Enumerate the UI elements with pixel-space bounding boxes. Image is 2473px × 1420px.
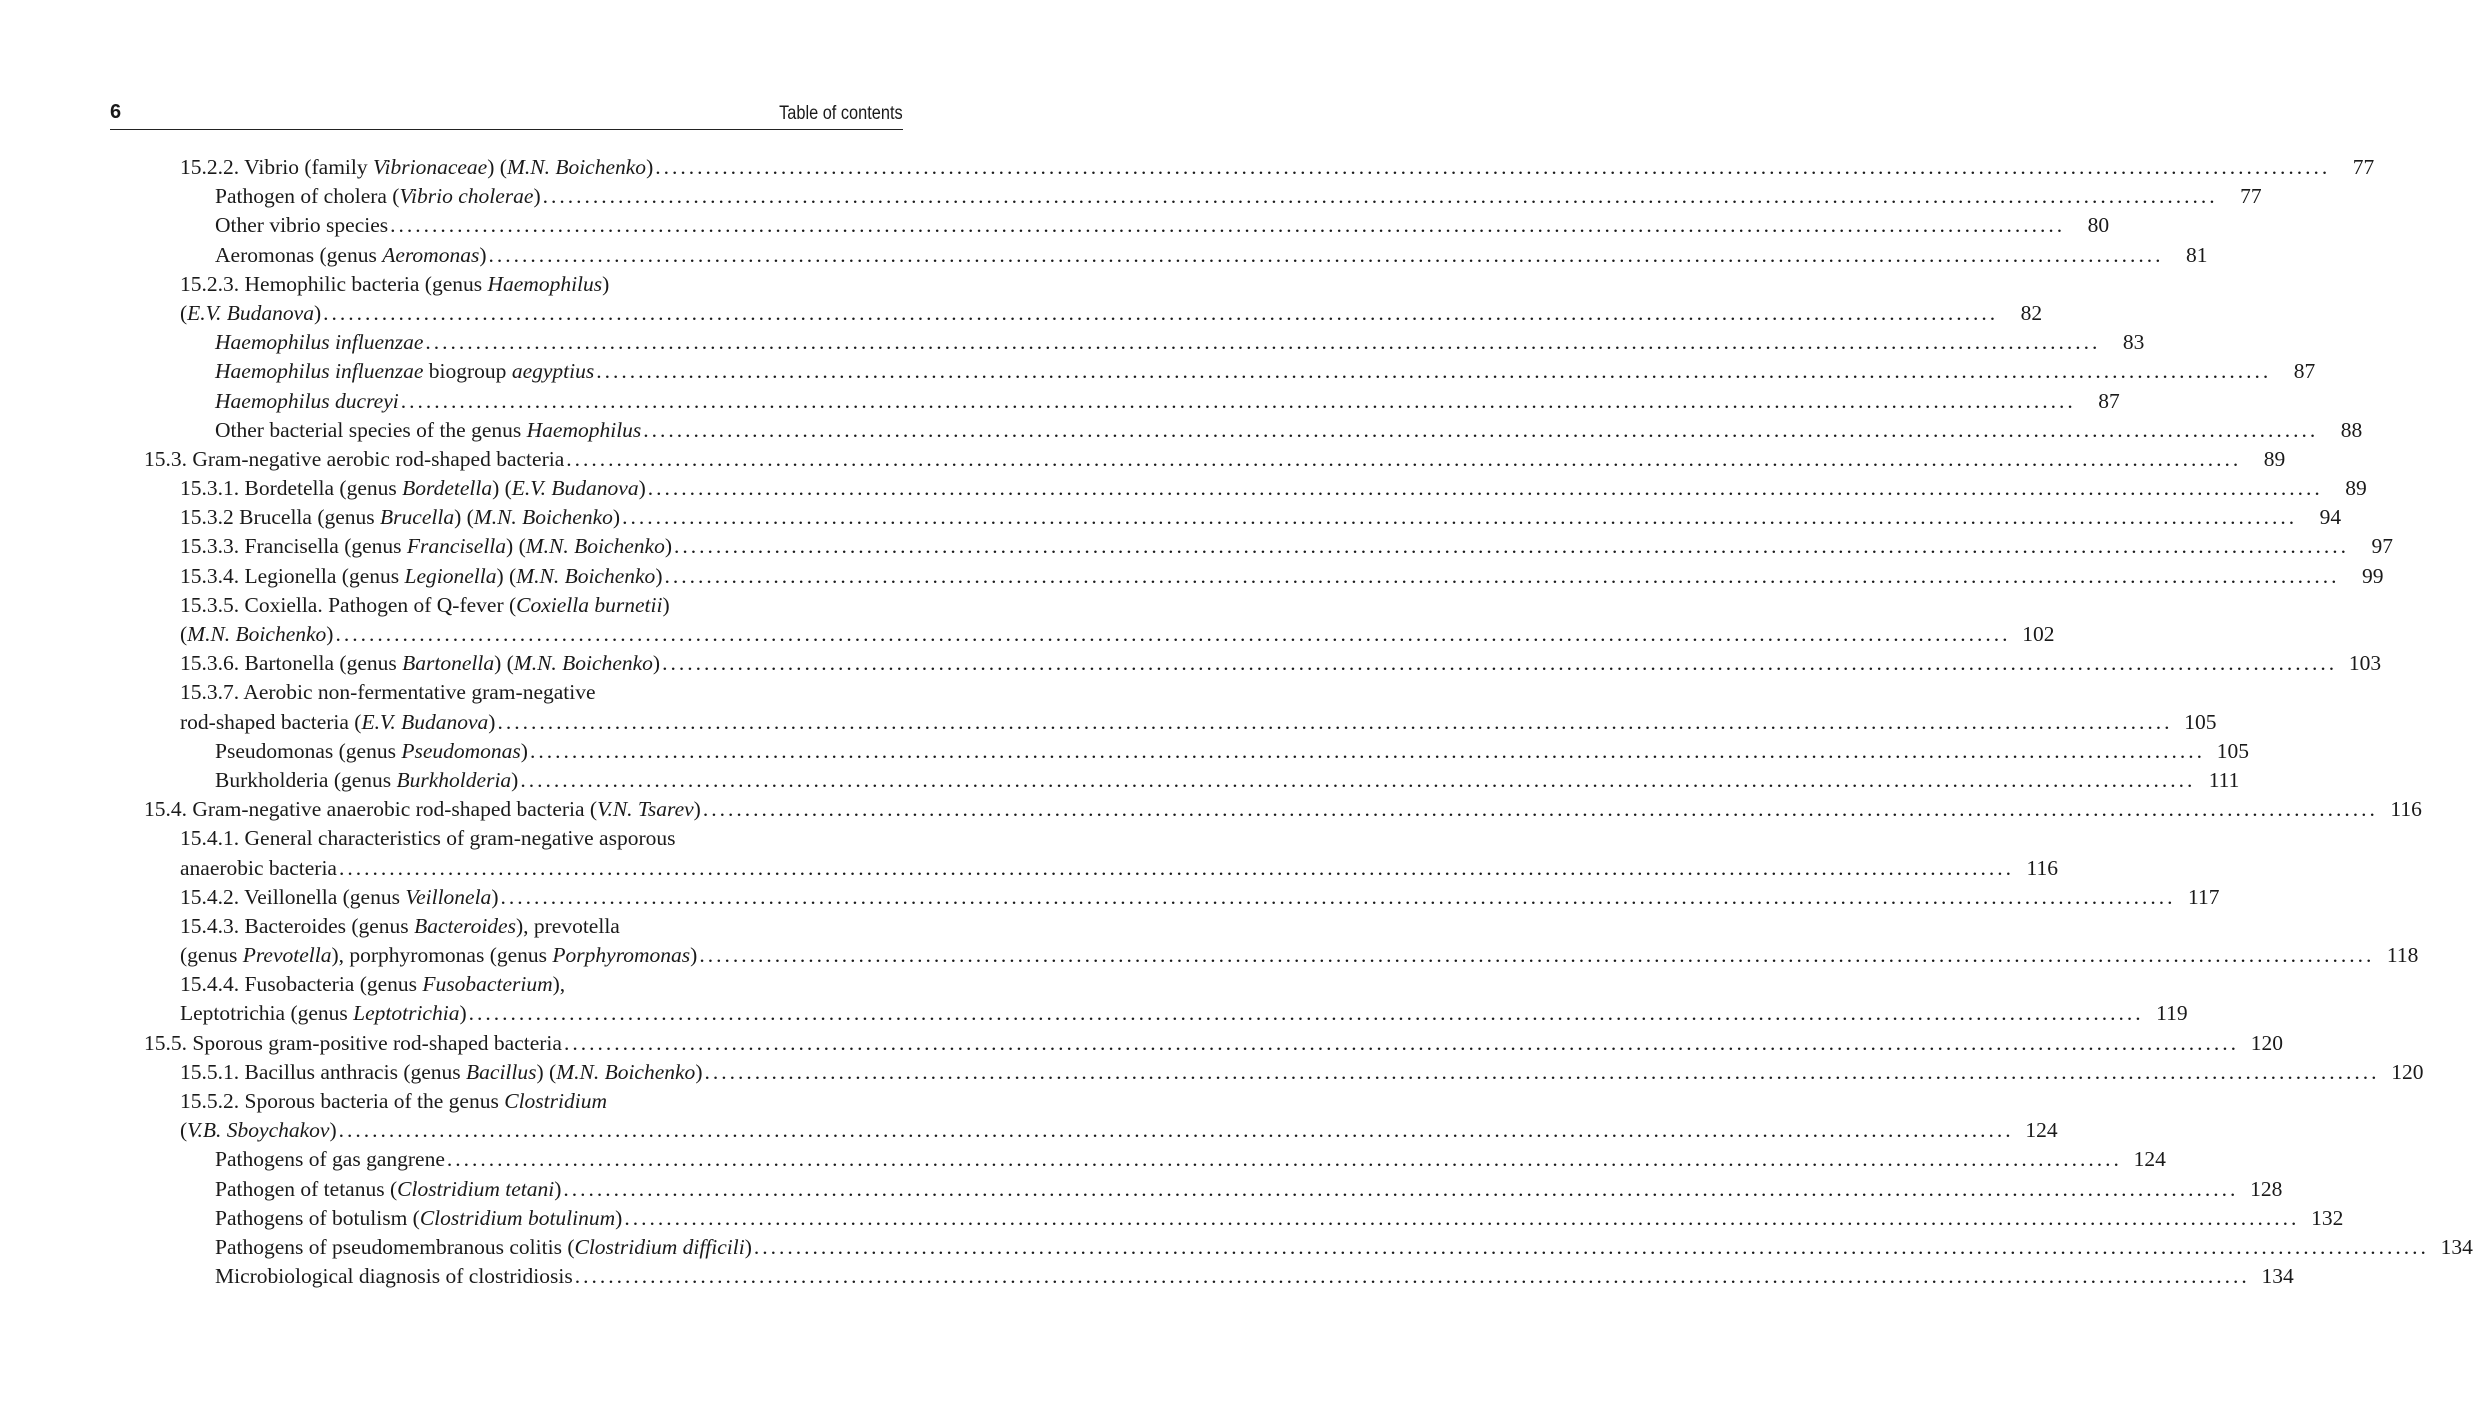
toc-title-part: ) — [664, 534, 673, 559]
toc-entry-title — [215, 416, 641, 445]
toc-entry-title — [215, 737, 528, 766]
toc-entry-title — [215, 241, 487, 270]
dot-leader: ........................................................................................................................................................................................................ — [520, 767, 2196, 792]
toc-entry-title — [215, 1145, 445, 1174]
toc-title-part: ) — [602, 271, 610, 296]
toc-title-italic-part: V.B. Sboychakov — [187, 1118, 330, 1143]
toc-title-italic-part: E.V. Budanova — [511, 476, 639, 501]
toc-title-italic-part: Francisella — [406, 534, 507, 559]
toc-title-part: 15.3.3. Francisella (genus — [180, 534, 407, 559]
dot-leader: ........................................................................................................................................................................................................ — [335, 622, 2011, 646]
toc-page-number: 119 — [2156, 1001, 2188, 1026]
toc-title-italic-part: Bartonella — [402, 651, 495, 676]
toc-title-italic-part: Brucella — [380, 505, 455, 530]
toc-title-italic-part: aegyptius — [511, 359, 595, 384]
toc-entry-title — [215, 211, 388, 240]
dot-leader: ........................................................................................................................................................................................................ — [702, 797, 2378, 822]
toc-title-part: ) — [612, 505, 621, 530]
toc-entry-title — [180, 270, 609, 299]
toc-title-italic-part: M.N. Boichenko — [516, 563, 656, 588]
toc-title-part: Microbiological diagnosis of clostridiosis — [215, 1264, 573, 1289]
toc-entry-title — [180, 591, 670, 620]
toc-title-part: 15.4.1. General characteristics of gram-negative asporous — [180, 826, 676, 851]
page-header — [110, 101, 903, 130]
toc-entry[interactable] — [0, 766, 2240, 795]
toc-entry[interactable] — [0, 532, 2394, 561]
dot-leader: ........................................................................................................................................................................................................ — [338, 855, 2014, 880]
toc-page-number: 88 — [2340, 417, 2363, 442]
toc-entry-title — [180, 1116, 337, 1145]
dot-leader: ........................................................................................................................................................................................................ — [643, 417, 2319, 442]
toc-entry-title — [180, 1058, 702, 1087]
toc-entry-title — [180, 562, 662, 591]
toc-entry[interactable] — [0, 299, 2043, 328]
toc-entry[interactable] — [0, 562, 2384, 591]
toc-entry[interactable] — [0, 328, 2145, 357]
toc-title-part: ) — [459, 1001, 467, 1026]
dot-leader: ........................................................................................................................................................................................................ — [529, 738, 2205, 763]
toc-title-part: ) ( — [536, 1059, 557, 1084]
toc-page-number: 120 — [2391, 1059, 2424, 1084]
toc-page-number: 124 — [2133, 1147, 2166, 1172]
toc-title-part: ) — [646, 155, 654, 179]
toc-title-part: 15.2.3. Hemophilic bacteria (genus — [180, 271, 488, 296]
toc-title-part: Pathogen of tetanus ( — [215, 1176, 398, 1201]
toc-entry-title — [180, 678, 596, 707]
toc-page-number: 134 — [2440, 1234, 2473, 1259]
toc-entry[interactable] — [0, 1262, 2294, 1291]
toc-title-italic-part: Aeromonas — [382, 242, 480, 267]
dot-leader: ........................................................................................................................................................................................................ — [563, 1176, 2239, 1201]
toc-title-italic-part: Clostridium — [504, 1089, 607, 1113]
toc-entry[interactable] — [0, 387, 2120, 416]
toc-page-number: 83 — [2122, 330, 2145, 355]
dot-leader: ........................................................................................................................................................................................................ — [624, 1205, 2300, 1230]
toc-page-number: 99 — [2361, 563, 2384, 588]
toc-page-number: 120 — [2250, 1030, 2283, 1055]
toc-title-italic-part: E.V. Budanova — [187, 300, 314, 325]
toc-page-number: 124 — [2025, 1118, 2058, 1143]
toc-title-part: 15.4.3. Bacteroides (genus — [180, 913, 415, 938]
toc-page-number: 118 — [2386, 943, 2419, 968]
toc-title-italic-part: Leptotrichia — [353, 1001, 460, 1026]
toc-entry[interactable] — [0, 1058, 2424, 1087]
toc-title-italic-part: M.N. Boichenko — [556, 1059, 696, 1084]
toc-entry[interactable] — [0, 795, 2422, 824]
toc-entry-title — [180, 620, 333, 649]
toc-entry-title — [180, 503, 620, 532]
toc-title-part: rod-shaped bacteria ( — [180, 709, 362, 734]
toc-title-italic-part: Vibrionaceae — [373, 155, 488, 179]
toc-title-part: Burkholderia (genus — [215, 767, 397, 792]
toc-title-part: ) ( — [496, 563, 517, 588]
toc-title-italic-part: Pseudomonas — [401, 738, 521, 763]
toc-entry[interactable] — [0, 970, 1000, 999]
toc-entry[interactable] — [0, 824, 1000, 853]
toc-title-part: ), porphyromonas (genus — [331, 943, 553, 968]
toc-page-number: 116 — [2390, 797, 2422, 822]
toc-entry-title — [144, 445, 564, 474]
dot-leader: ........................................................................................................................................................................................................ — [446, 1147, 2122, 1172]
toc-page-number: 105 — [2184, 709, 2217, 734]
toc-entry[interactable] — [0, 474, 2367, 503]
toc-title-italic-part: M.N. Boichenko — [525, 534, 665, 559]
toc-entry[interactable] — [0, 912, 1000, 941]
toc-page-number: 103 — [2348, 651, 2382, 676]
toc-entry-title — [215, 766, 518, 795]
toc-title-part: Leptotrichia (genus — [180, 1001, 354, 1026]
toc-title-italic-part: M.N. Boichenko — [506, 155, 647, 179]
toc-entry-title — [180, 299, 321, 328]
toc-title-part: ) — [533, 184, 541, 209]
toc-title-italic-part: Clostridium botulinum — [419, 1205, 616, 1230]
toc-title-part: ) — [488, 709, 496, 734]
toc-entry-title — [144, 795, 701, 824]
toc-title-italic-part: E.V. Budanova — [361, 709, 489, 734]
toc-title-italic-part: Veillonela — [405, 884, 492, 909]
dot-leader: ........................................................................................................................................................................................................ — [542, 184, 2218, 209]
toc-title-part: ) — [554, 1176, 562, 1201]
toc-entry[interactable] — [0, 416, 2363, 445]
toc-page-number: 111 — [2208, 767, 2240, 792]
toc-title-italic-part: Porphyromonas — [552, 943, 691, 968]
toc-entry[interactable] — [0, 591, 1000, 620]
toc-page-number: 116 — [2026, 855, 2058, 880]
toc-entry[interactable] — [0, 854, 2058, 883]
toc-title-italic-part: Bacteroides — [414, 913, 516, 938]
table-of-contents — [0, 153, 2473, 1291]
toc-title-part: 15.3.1. Bordetella (genus — [180, 476, 403, 501]
toc-title-italic-part: Bordetella — [402, 476, 493, 501]
toc-title-part: 15.3.7. Aerobic non-fermentative gram-negative — [180, 680, 596, 705]
toc-title-part: ) — [638, 476, 646, 501]
toc-entry[interactable] — [0, 357, 2316, 386]
toc-title-part: ( — [180, 1118, 188, 1143]
toc-entry[interactable] — [0, 182, 2262, 211]
toc-entry-title — [215, 1175, 561, 1204]
toc-page-number: 89 — [2345, 476, 2367, 501]
toc-page-number: 82 — [2020, 300, 2043, 325]
toc-entry[interactable] — [0, 620, 2055, 649]
toc-entry[interactable] — [0, 153, 2375, 182]
dot-leader: ........................................................................................................................................................................................................ — [323, 300, 1999, 325]
dot-leader: ........................................................................................................................................................................................................ — [338, 1118, 2014, 1143]
toc-title-part: ), — [552, 972, 566, 997]
toc-title-part: Pathogens of gas gangrene — [215, 1147, 445, 1172]
toc-entry-title — [180, 854, 337, 883]
toc-page-number: 89 — [2263, 446, 2286, 471]
toc-entry[interactable] — [0, 1175, 2283, 1204]
toc-entry-title — [180, 532, 672, 561]
toc-page-number: 87 — [2098, 388, 2120, 413]
toc-title-part: ) — [520, 738, 528, 763]
toc-entry-title — [180, 474, 646, 503]
toc-page-number: 87 — [2293, 359, 2316, 384]
toc-title-italic-part: Haemophilus ducreyi — [215, 388, 399, 413]
toc-page-number: 77 — [2240, 184, 2262, 209]
toc-entry[interactable] — [0, 1029, 2283, 1058]
toc-title-italic-part: Fusobacterium — [422, 972, 553, 997]
toc-title-part: 15.3. Gram-negative aerobic rod-shaped bacteria — [144, 446, 565, 471]
toc-title-italic-part: Haemophilus influenzae — [215, 330, 424, 355]
toc-page-number: 80 — [2087, 213, 2110, 238]
toc-title-part: Pathogen of cholera ( — [215, 184, 400, 209]
toc-entry-title — [180, 999, 467, 1028]
toc-title-part: ) — [744, 1234, 752, 1259]
toc-entry-title — [215, 182, 541, 211]
dot-leader: ........................................................................................................................................................................................................ — [753, 1234, 2429, 1259]
toc-title-part: 15.3.5. Coxiella. Pathogen of Q-fever ( — [180, 592, 517, 617]
toc-page-number: 81 — [2186, 242, 2208, 267]
toc-entry[interactable] — [0, 270, 1000, 299]
toc-title-italic-part: Haemophilus — [487, 271, 603, 296]
toc-entry-title — [180, 1087, 607, 1116]
toc-title-part: Other bacterial species of the genus — [215, 417, 527, 442]
toc-entry[interactable] — [0, 999, 2188, 1028]
toc-title-italic-part: Legionella — [404, 563, 497, 588]
toc-title-part: 15.5. Sporous gram-positive rod-shaped bacteria — [144, 1030, 562, 1055]
toc-title-italic-part: Clostridium difficili — [574, 1234, 745, 1259]
toc-page-number: 105 — [2216, 738, 2249, 763]
toc-title-italic-part: V.N. Tsarev — [597, 797, 694, 822]
toc-title-part: ) — [511, 767, 519, 792]
dot-leader: ........................................................................................................................................................................................................ — [596, 359, 2272, 384]
toc-entry[interactable] — [0, 211, 2110, 240]
dot-leader: ........................................................................................................................................................................................................ — [647, 476, 2323, 501]
toc-title-part: 15.3.6. Bartonella (genus — [180, 651, 403, 676]
toc-page-number: 97 — [2371, 534, 2394, 559]
toc-title-part: Pathogens of botulism ( — [215, 1205, 420, 1230]
toc-title-part: 15.2.2. Vibrio (family — [180, 155, 373, 179]
toc-title-part: ) ( — [492, 476, 512, 501]
toc-page-number: 117 — [2188, 884, 2220, 909]
toc-entry-title — [215, 1233, 752, 1262]
toc-entry-title — [215, 328, 423, 357]
dot-leader: ........................................................................................................................................................................................................ — [425, 330, 2101, 355]
toc-entry[interactable] — [0, 649, 2382, 678]
toc-title-part: 15.5.1. Bacillus anthracis (genus — [180, 1059, 467, 1084]
toc-entry[interactable] — [0, 1204, 2344, 1233]
toc-entry-title — [180, 970, 565, 999]
toc-entry-title — [180, 649, 660, 678]
toc-title-part: ) — [695, 1059, 703, 1084]
toc-title-italic-part: Burkholderia — [396, 767, 512, 792]
toc-title-part: Other vibrio species — [215, 213, 389, 238]
toc-title-part: ) — [329, 1118, 337, 1143]
running-title: Table of contents — [779, 103, 903, 124]
toc-title-part: Aeromonas (genus — [215, 242, 383, 267]
toc-entry[interactable] — [0, 1087, 1000, 1116]
toc-title-part: ) — [690, 943, 698, 968]
toc-title-part: 15.3.2 Brucella (genus — [180, 505, 381, 530]
toc-entry[interactable] — [0, 1116, 2058, 1145]
toc-page-number: 102 — [2022, 622, 2055, 646]
dot-leader: ........................................................................................................................................................................................................ — [488, 242, 2164, 267]
toc-title-part: Pseudomonas (genus — [215, 738, 402, 763]
toc-title-part: Pathogens of pseudomembranous colitis ( — [215, 1234, 575, 1259]
toc-title-part: ) — [693, 797, 701, 822]
toc-title-italic-part: Haemophilus — [526, 417, 642, 442]
toc-title-part: ( — [180, 300, 188, 325]
toc-title-part: ) — [313, 300, 322, 325]
dot-leader: ........................................................................................................................................................................................................ — [655, 155, 2331, 179]
toc-entry[interactable] — [0, 708, 2217, 737]
toc-title-part: 15.4.2. Veillonella (genus — [180, 884, 406, 909]
toc-page-number: 132 — [2311, 1205, 2344, 1230]
toc-entry-title — [180, 941, 697, 970]
dot-leader: ........................................................................................................................................................................................................ — [704, 1059, 2380, 1084]
toc-title-part: ) ( — [494, 651, 514, 676]
toc-title-italic-part: M.N. Boichenko — [473, 505, 613, 530]
toc-entry-title — [180, 153, 653, 182]
toc-title-part: biogroup — [423, 359, 512, 384]
toc-entry-title — [215, 1262, 573, 1291]
toc-title-part: ) — [491, 884, 499, 909]
toc-entry[interactable] — [0, 503, 2342, 532]
dot-leader: ........................................................................................................................................................................................................ — [566, 446, 2242, 471]
dot-leader: ........................................................................................................................................................................................................ — [699, 943, 2375, 968]
dot-leader: ........................................................................................................................................................................................................ — [497, 709, 2173, 734]
toc-entry-title — [215, 357, 594, 386]
toc-entry-title — [144, 1029, 562, 1058]
toc-title-part: 15.5.2. Sporous bacteria of the genus — [180, 1089, 505, 1113]
page-number: 6 — [110, 101, 122, 123]
toc-title-part: ) — [479, 242, 487, 267]
toc-entry[interactable] — [0, 445, 2286, 474]
toc-page-number: 77 — [2352, 155, 2375, 179]
dot-leader: ........................................................................................................................................................................................................ — [468, 1001, 2144, 1026]
toc-title-part: ) — [326, 622, 334, 646]
toc-title-italic-part: M.N. Boichenko — [513, 651, 653, 676]
toc-title-part: ) ( — [454, 505, 474, 530]
toc-title-part: ) — [662, 592, 670, 617]
toc-title-italic-part: Bacillus — [466, 1059, 537, 1084]
toc-title-italic-part: M.N. Boichenko — [187, 622, 327, 646]
dot-leader: ........................................................................................................................................................................................................ — [664, 563, 2340, 588]
toc-title-part: 15.3.4. Legionella (genus — [180, 563, 405, 588]
toc-entry[interactable] — [0, 1233, 2473, 1262]
toc-title-part: ( — [180, 622, 188, 646]
toc-title-part: 15.4. Gram-negative anaerobic rod-shaped bacteria ( — [144, 797, 598, 822]
toc-page-number: 128 — [2250, 1176, 2283, 1201]
toc-page-number: 134 — [2261, 1264, 2294, 1289]
toc-title-part: ) ( — [506, 534, 526, 559]
toc-title-italic-part: Coxiella burnetii — [516, 592, 663, 617]
toc-title-italic-part: Prevotella — [242, 943, 332, 968]
toc-title-italic-part: Clostridium tetani — [397, 1176, 555, 1201]
toc-title-part: ) ( — [487, 155, 507, 179]
toc-entry-title — [180, 883, 498, 912]
dot-leader: ........................................................................................................................................................................................................ — [563, 1030, 2239, 1055]
toc-entry[interactable] — [0, 737, 2249, 766]
dot-leader: ........................................................................................................................................................................................................ — [390, 213, 2066, 238]
toc-title-italic-part: Vibrio cholerae — [399, 184, 534, 209]
dot-leader: ........................................................................................................................................................................................................ — [500, 884, 2176, 909]
toc-entry-title — [180, 824, 676, 853]
toc-entry[interactable] — [0, 1145, 2166, 1174]
toc-entry[interactable] — [0, 941, 2419, 970]
toc-title-part: ) — [655, 563, 663, 588]
dot-leader: ........................................................................................................................................................................................................ — [622, 505, 2298, 530]
toc-page-number: 94 — [2319, 505, 2342, 530]
dot-leader: ........................................................................................................................................................................................................ — [574, 1264, 2250, 1289]
toc-title-part: ) — [652, 651, 661, 676]
dot-leader: ........................................................................................................................................................................................................ — [400, 388, 2076, 413]
toc-entry[interactable] — [0, 678, 1000, 707]
toc-title-part: anaerobic bacteria — [180, 855, 337, 880]
dot-leader: ........................................................................................................................................................................................................ — [662, 651, 2338, 676]
dot-leader: ........................................................................................................................................................................................................ — [674, 534, 2350, 559]
toc-entry-title — [215, 387, 399, 416]
toc-title-italic-part: Haemophilus influenzae — [215, 359, 424, 384]
toc-title-part: ), prevotella — [515, 913, 620, 938]
toc-entry[interactable] — [0, 241, 2208, 270]
toc-entry-title — [180, 912, 620, 941]
toc-title-part: ) — [615, 1205, 623, 1230]
toc-entry[interactable] — [0, 883, 2220, 912]
toc-entry-title — [215, 1204, 622, 1233]
toc-entry-title — [180, 708, 495, 737]
toc-title-part: (genus — [180, 943, 243, 968]
toc-title-part: 15.4.4. Fusobacteria (genus — [180, 972, 423, 997]
